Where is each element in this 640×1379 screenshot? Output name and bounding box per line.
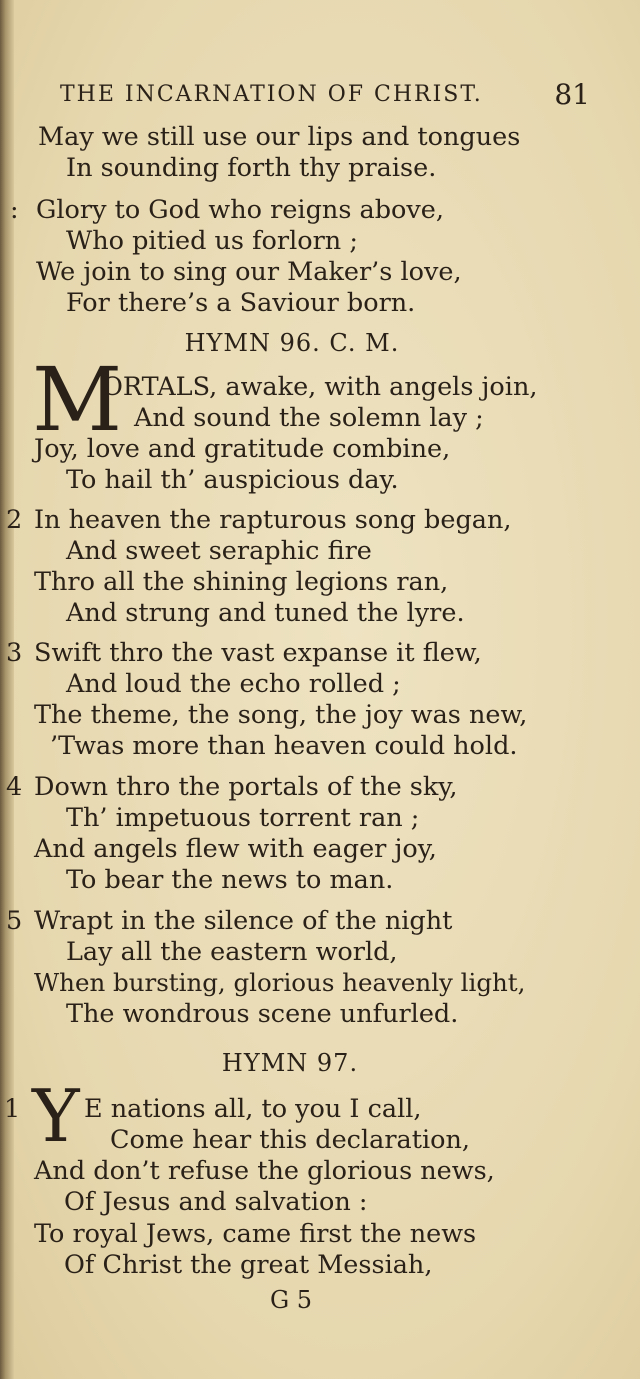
dropcap-m: M: [32, 348, 123, 451]
verse-number: 4: [6, 772, 23, 802]
verse-line: May we still use our lips and tongues: [38, 122, 521, 152]
verse-line: Thro all the shining legions ran,: [34, 567, 449, 597]
hymn-97-title: HYMN 97.: [221, 1049, 359, 1077]
verse-line: And angels flew with eager joy,: [34, 834, 437, 864]
verse-line: Of Christ the great Messiah,: [64, 1250, 433, 1280]
verse-number: :: [10, 195, 19, 225]
verse-line: To royal Jews, came first the news: [34, 1219, 477, 1249]
dropcap-y: Y: [32, 1074, 80, 1158]
signature-mark: G 5: [270, 1286, 313, 1314]
verse-line: Who pitied us forlorn ;: [66, 226, 358, 256]
verse-line: To hail th’ auspicious day.: [66, 465, 399, 495]
verse-line: When bursting, glorious heavenly light,: [34, 968, 526, 997]
verse-line: The theme, the song, the joy was new,: [34, 700, 528, 730]
verse-number: 3: [6, 638, 23, 668]
verse-line: ’Twas more than heaven could hold.: [50, 731, 518, 761]
verse-line: ORTALS, awake, with angels join,: [102, 372, 538, 402]
verse-line: And strung and tuned the lyre.: [66, 598, 465, 628]
verse-line: Of Jesus and salvation :: [64, 1187, 368, 1217]
verse-line: Wrapt in the silence of the night: [34, 906, 453, 936]
verse-line: In sounding forth thy praise.: [66, 153, 437, 183]
verse-line: Swift thro the vast expanse it flew,: [34, 638, 482, 668]
verse-number: 2: [6, 505, 23, 535]
verse-line: Glory to God who reigns above,: [36, 195, 444, 225]
verse-line: And sound the solemn lay ;: [134, 403, 484, 433]
verse-line: To bear the news to man.: [66, 865, 394, 895]
verse-line: Lay all the eastern world,: [66, 937, 398, 967]
verse-line: For there’s a Saviour born.: [66, 288, 416, 318]
verse-line: And loud the echo rolled ;: [66, 669, 401, 699]
verse-line: Down thro the portals of the sky,: [34, 772, 458, 802]
verse-line: Come hear this declaration,: [110, 1125, 471, 1155]
running-title: THE INCARNATION OF CHRIST.: [60, 82, 483, 107]
verse-line: And don’t refuse the glorious news,: [34, 1156, 495, 1186]
verse-line: And sweet seraphic fire: [66, 536, 372, 566]
verse-line: E nations all, to you I call,: [84, 1094, 422, 1124]
running-header: [60, 78, 590, 114]
verse-number: 1: [4, 1094, 21, 1124]
page-number: 81: [554, 78, 590, 111]
verse-number: 5: [6, 906, 23, 936]
verse-line: The wondrous scene unfurled.: [66, 999, 459, 1029]
verse-line: In heaven the rapturous song began,: [34, 505, 512, 535]
verse-line: Joy, love and gratitude combine,: [34, 434, 451, 464]
hymn-96-title: HYMN 96. C. M.: [184, 329, 400, 357]
verse-line: Th’ impetuous torrent ran ;: [66, 803, 420, 833]
verse-line: We join to sing our Maker’s love,: [36, 257, 462, 287]
